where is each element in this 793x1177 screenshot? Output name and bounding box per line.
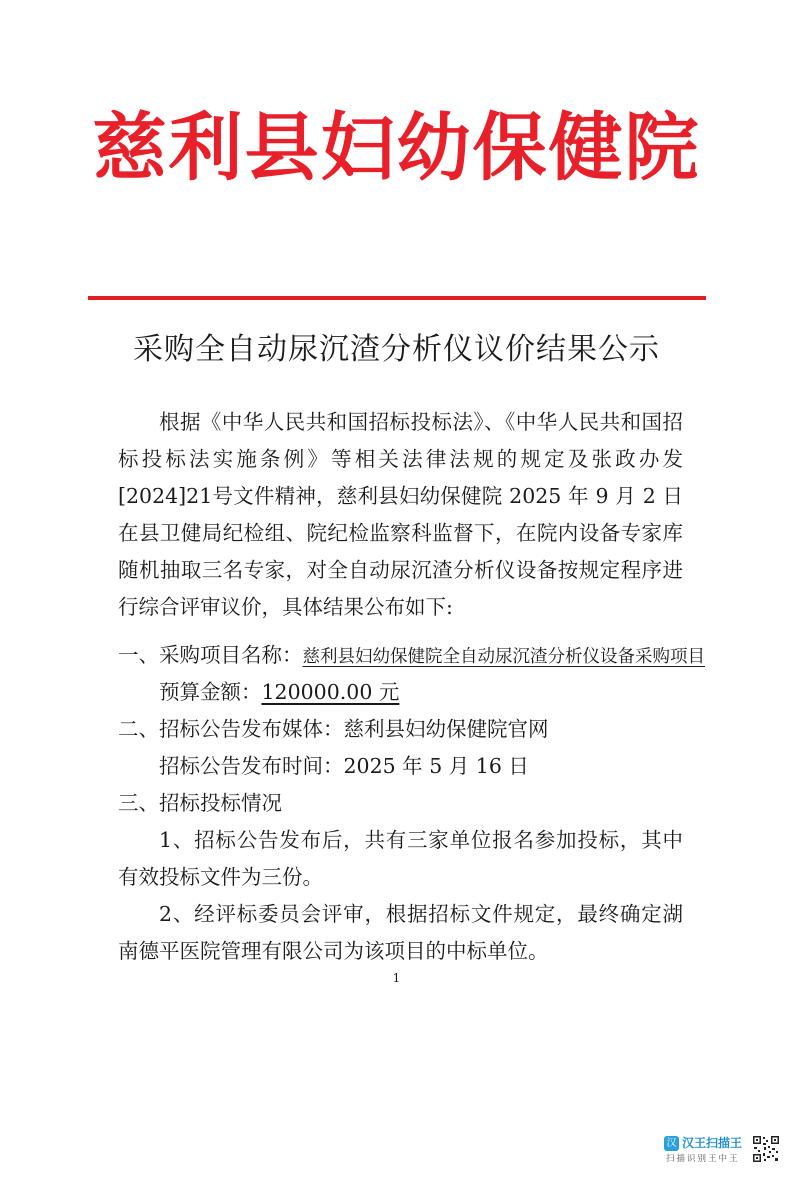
- project-name-line: [118, 637, 793, 676]
- budget-line: [159, 674, 793, 711]
- org-letterhead: 慈利县妇幼保健院: [92, 105, 701, 191]
- publish-time-label: 招标公告发布时间：: [159, 754, 344, 778]
- scanner-logo-icon: 汉: [664, 1136, 679, 1151]
- bidding-item-1: 1、招标公告发布后，共有三家单位报名参加投标，其中有效投标文件为三份。: [118, 828, 683, 889]
- document-title: 采购全自动尿沉渣分析仪议价结果公示: [133, 332, 660, 367]
- bidding-heading: 三、招标投标情况: [118, 791, 282, 815]
- page-number: 1: [392, 971, 401, 985]
- budget-label: 预算金额：: [159, 680, 262, 704]
- project-name-value: 慈利县妇幼保健院全自动尿沉渣分析仪设备采购项目: [302, 647, 705, 667]
- publish-time-value: 2025 年 5 月 16 日: [343, 754, 529, 778]
- budget-value: 120000.00 元: [261, 680, 400, 704]
- publish-time-line: [159, 748, 793, 785]
- qr-code-icon: [752, 1135, 780, 1163]
- media-line: [118, 711, 793, 748]
- scanner-app-name: 汉王扫描王: [682, 1136, 743, 1150]
- red-divider-rule: [88, 296, 706, 300]
- project-name-label: 一、采购项目名称：: [118, 643, 303, 667]
- scanner-slogan: 扫描识别王中王: [666, 1154, 740, 1164]
- bidding-item-2: 2、经评标委员会评审，根据招标文件规定，最终确定湖南德平医院管理有限公司为该项目的中标单位。: [118, 902, 683, 963]
- scanner-watermark: [664, 1135, 784, 1165]
- media-value: 慈利县妇幼保健院官网: [343, 717, 549, 741]
- media-label: 二、招标公告发布媒体：: [118, 717, 344, 741]
- intro-paragraph: 根据《中华人民共和国招标投标法》、《中华人民共和国招标投标法实施条例》等相关法律法规的规定及张政办发[2024]21号文件精神，慈利县妇幼保健院 2025 年 9 月 2 日在县卫健局纪检组、院纪检监察科监督下，在院内设备专家库随机抽取三名专家，对全自动尿沉渣分析仪设备按规定程序进行综合评审议价，具体结果公布如下:: [118, 410, 683, 619]
